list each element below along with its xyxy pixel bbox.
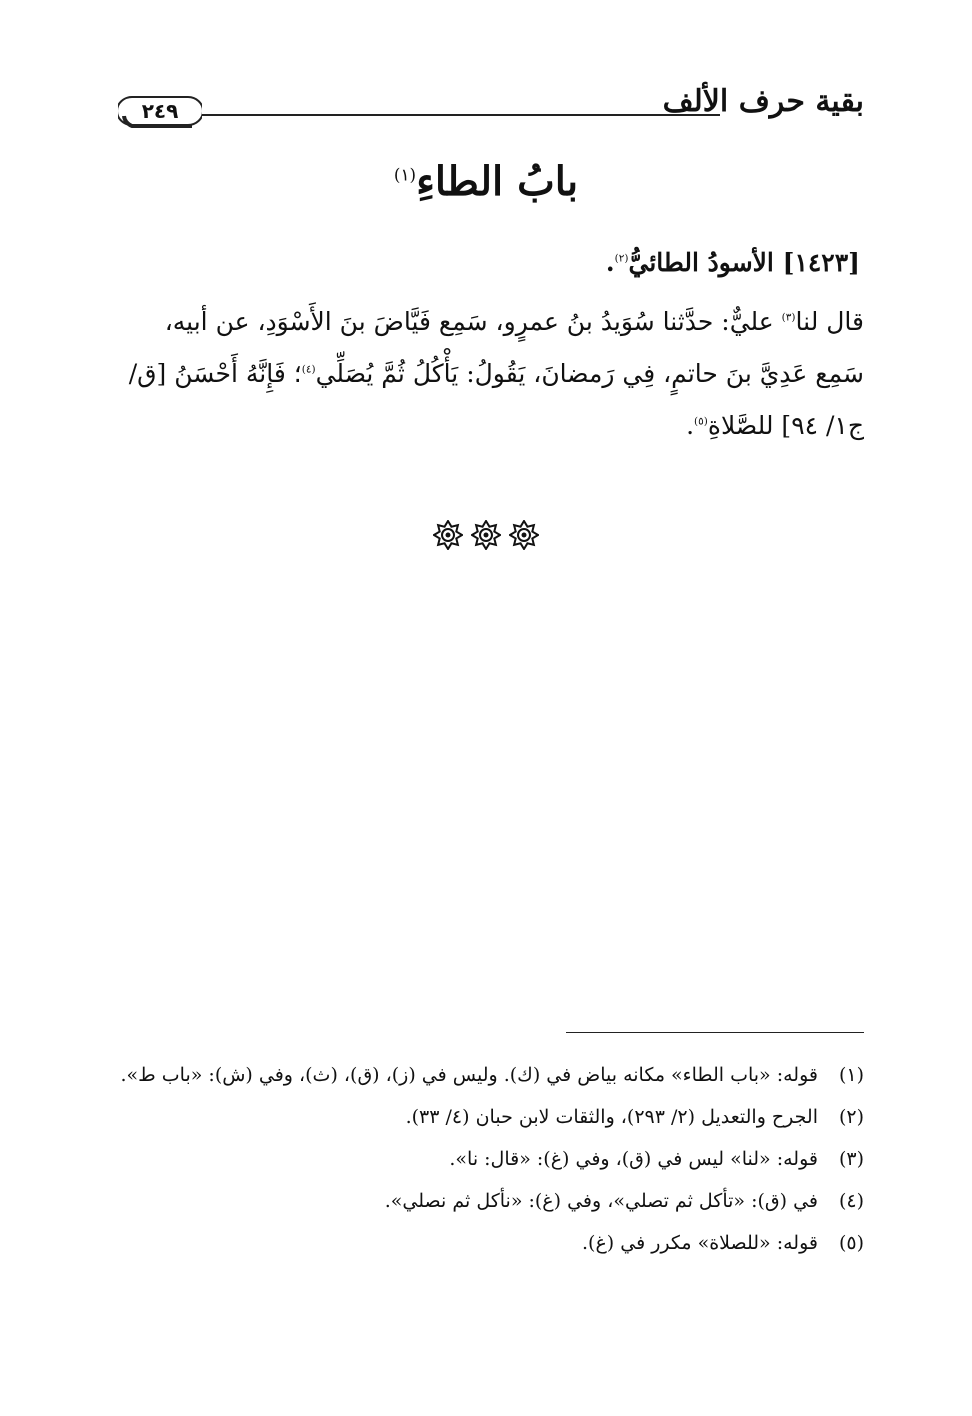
footnote-rule <box>566 1032 864 1033</box>
entry-number: [١٤٢٣] <box>782 248 860 277</box>
footnote-number: (٤) <box>838 1190 864 1212</box>
body-text-segment: . <box>686 411 695 440</box>
entry-end: . <box>605 248 615 277</box>
chapter-title-text: بابُ الطاءِ <box>416 158 579 205</box>
entry-heading <box>606 248 860 277</box>
footnote-text: قوله: «للصلاة» مكرر في (غ). <box>582 1232 818 1254</box>
footnote-text: الجرح والتعديل (٢/ ٢٩٣)، والثقات لابن حبان (٤/ ٣٣). <box>405 1106 818 1128</box>
entry-body <box>108 296 864 452</box>
chapter-title <box>0 156 972 208</box>
footnote-ref: (١) <box>393 164 417 185</box>
footnote-item <box>120 1224 864 1262</box>
footnote-number: (٣) <box>838 1148 864 1170</box>
body-line <box>108 348 864 400</box>
body-line <box>108 400 864 452</box>
entry-name: الأسودُ الطائيُّ <box>628 248 774 277</box>
page-number: ٢٤٩ <box>141 99 179 123</box>
footnote-item <box>120 1182 864 1220</box>
body-text-segment: سَمِع عَدِيَّ بنَ حاتمٍ، فِي رَمضانَ، يَقُولُ: يَأْكُلُ ثُمَّ يُصَلِّي <box>315 359 864 388</box>
flower-ornament-icon <box>509 520 539 550</box>
page-number-badge <box>118 94 202 128</box>
body-text-segment: عليٌّ: حدَّثنا سُوَيدُ بنُ عمرٍو، سَمِع فَيَّاضَ بنَ الأَسْوَدِ، عن أبيه، <box>164 307 782 336</box>
footnote-ref: (٥) <box>694 415 708 428</box>
footnote-item <box>120 1140 864 1178</box>
footnote-number: (٢) <box>838 1106 864 1128</box>
footnote-ref: (٢) <box>614 252 629 265</box>
footnote-text: قوله: «باب الطاء» مكانه بياض في (ك). وليس في (ز)، (ق)، (ث)، وفي (ش): «باب ط». <box>120 1064 818 1086</box>
footnote-ref: (٤) <box>301 363 316 376</box>
body-text-segment: ؛ فَإِنَّهُ أَحْسَنُ [ق/ <box>128 359 302 388</box>
body-line <box>108 296 864 348</box>
footnote-item <box>120 1098 864 1136</box>
flower-ornament-icon <box>471 520 501 550</box>
footnote-text: في (ق): «تأكل ثم تصلي»، وفي (غ): «نأكل ثم نصلي». <box>384 1190 818 1212</box>
running-title: بقية حرف الألف <box>662 84 864 119</box>
body-text-segment: قال لنا <box>795 307 864 336</box>
footnote-number: (٥) <box>838 1232 864 1254</box>
footnote-ref: (٣) <box>781 311 796 324</box>
section-ornament <box>0 520 972 554</box>
footnotes <box>120 1056 864 1266</box>
footnote-text: قوله: «لنا» ليس في (ق)، وفي (غ): «قال: نا». <box>449 1148 818 1170</box>
header-rule <box>200 114 720 116</box>
body-text-segment: ج١/ ٩٤] للصَّلاةِ <box>707 411 864 440</box>
footnote-item <box>120 1056 864 1094</box>
flower-ornament-icon <box>433 520 463 550</box>
footnote-number: (١) <box>838 1064 864 1086</box>
